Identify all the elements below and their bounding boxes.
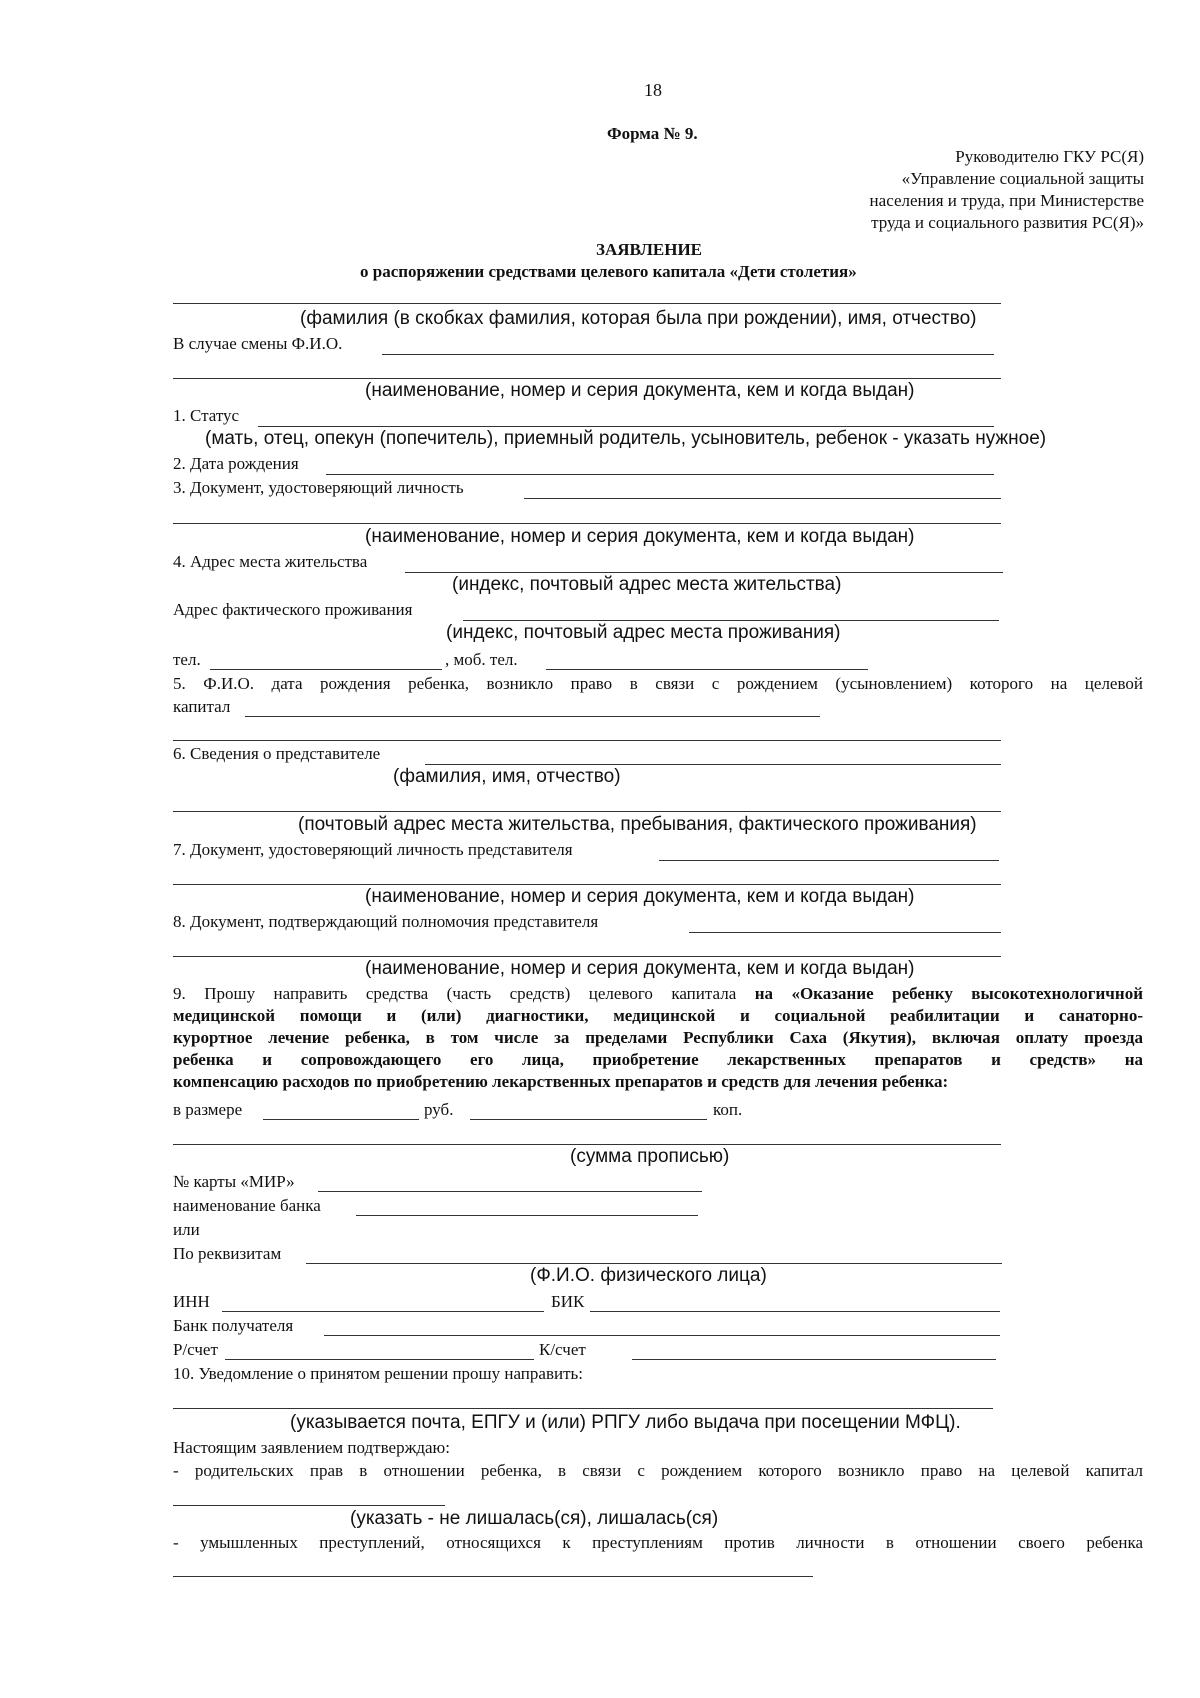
rep-address-field-line[interactable] <box>173 811 1001 812</box>
status-label: 1. Статус <box>173 406 240 425</box>
request-line <box>173 983 1143 1005</box>
bik-label: БИК <box>551 1292 585 1311</box>
kopecks-field-line[interactable] <box>470 1119 707 1120</box>
fio-change-doc-field-line[interactable] <box>173 378 1001 379</box>
child-info-field-line[interactable] <box>245 716 820 717</box>
requisites-field-line[interactable] <box>306 1263 1002 1264</box>
parental-rights-text: - родительских прав в отношении ребенка, в связи с рождением которого возникло право на целевой капитал <box>173 1461 1143 1480</box>
rep-label: 6. Сведения о представителе <box>173 744 381 763</box>
inn-label: ИНН <box>173 1292 210 1311</box>
mir-card-label: № карты «МИР» <box>173 1172 295 1191</box>
page-number: 18 <box>644 80 662 100</box>
doc-caption: (наименование, номер и серия документа, кем и когда выдан) <box>365 380 915 401</box>
amount-words-field-line[interactable] <box>173 1144 1001 1145</box>
request-text: 9. Прошу направить средства (часть средств) целевого капитала <box>173 984 755 1003</box>
person-caption: (Ф.И.О. физического лица) <box>530 1265 767 1286</box>
actual-address-field-line[interactable] <box>463 620 999 621</box>
status-field-line[interactable] <box>258 426 994 427</box>
or-label: или <box>173 1220 200 1239</box>
id-doc-field-line-2[interactable] <box>173 523 1001 524</box>
document-title: ЗАЯВЛЕНИЕ <box>596 240 703 259</box>
doc-caption: (наименование, номер и серия документа, кем и когда выдан) <box>365 886 915 907</box>
status-caption: (мать, отец, опекун (попечитель), приемный родитель, усыновитель, ребенок - указать нужное) <box>205 428 1047 449</box>
address-label: 4. Адрес места жительства <box>173 552 368 571</box>
document-subtitle: о распоряжении средствами целевого капитала «Дети столетия» <box>360 262 857 281</box>
crimes-field-line[interactable] <box>173 1576 813 1577</box>
notify-field-line[interactable] <box>173 1408 993 1409</box>
fio-change-label: В случае смены Ф.И.О. <box>173 334 343 353</box>
addressee-line: населения и труда, при Министерстве <box>869 191 1144 210</box>
rep-authority-label: 8. Документ, подтверждающий полномочия представителя <box>173 912 599 931</box>
form-number: Форма № 9. <box>607 124 698 143</box>
notify-label: 10. Уведомление о принятом решении прошу направить: <box>173 1364 583 1383</box>
rep-caption: (фамилия, имя, отчество) <box>393 766 621 787</box>
addressee-line: труда и социального развития РС(Я)» <box>871 213 1144 232</box>
rub-label: руб. <box>424 1100 454 1119</box>
bank-name-label: наименование банка <box>173 1196 321 1215</box>
mobile-field-line[interactable] <box>546 669 868 670</box>
notify-caption: (указывается почта, ЕПГУ и (или) РПГУ либо выдача при посещении МФЦ). <box>290 1412 961 1433</box>
fio-field-line[interactable] <box>173 303 1001 304</box>
mir-card-field-line[interactable] <box>318 1191 702 1192</box>
fio-caption: (фамилия (в скобках фамилия, которая была при рождении), имя, отчество) <box>300 308 977 329</box>
doc-caption: (наименование, номер и серия документа, кем и когда выдан) <box>365 526 915 547</box>
actual-address-label: Адрес фактического проживания <box>173 600 413 619</box>
phone-label: тел. <box>173 650 201 669</box>
recipient-bank-field-line[interactable] <box>324 1335 1000 1336</box>
child-capital-label: капитал <box>173 697 231 716</box>
account-field-line[interactable] <box>225 1359 534 1360</box>
parental-rights-paragraph <box>173 1460 1143 1482</box>
addressee-line: Руководителю ГКУ РС(Я) <box>955 147 1144 166</box>
child-info-line: 5. Ф.И.О. дата рождения ребенка, возникло право в связи с рождением (усыновлением) которого на целевой <box>173 674 1143 693</box>
rep-doc-label: 7. Документ, удостоверяющий личность представителя <box>173 840 573 859</box>
bank-name-field-line[interactable] <box>356 1215 698 1216</box>
request-line: медицинской помощи и (или) диагностики, медицинской и социальной реабилитации и санаторно- <box>173 1006 1143 1025</box>
rep-field-line[interactable] <box>425 764 1001 765</box>
child-info-field-line-2[interactable] <box>173 740 1001 741</box>
crimes-text: - умышленных преступлений, относящихся к преступлениям против личности в отношении своего ребенка <box>173 1533 1143 1552</box>
confirm-label: Настоящим заявлением подтверждаю: <box>173 1438 450 1457</box>
rep-address-caption: (почтовый адрес места жительства, пребывания, фактического проживания) <box>298 814 977 835</box>
birth-date-field-line[interactable] <box>326 474 994 475</box>
bik-field-line[interactable] <box>590 1311 1000 1312</box>
corr-account-field-line[interactable] <box>632 1359 996 1360</box>
kop-label: коп. <box>713 1100 743 1119</box>
rubles-field-line[interactable] <box>263 1119 419 1120</box>
addressee-block <box>870 146 1144 234</box>
account-label: Р/счет <box>173 1340 218 1359</box>
rep-doc-field-line[interactable] <box>659 860 999 861</box>
rep-authority-field-line-2[interactable] <box>173 956 1001 957</box>
id-doc-field-line[interactable] <box>524 498 1001 499</box>
doc-caption: (наименование, номер и серия документа, кем и когда выдан) <box>365 958 915 979</box>
request-bold-text: на «Оказание ребенку высокотехнологичной <box>754 984 1143 1003</box>
parental-rights-field-line[interactable] <box>173 1505 445 1506</box>
request-line: компенсацию расходов по приобретению лекарственных препаратов и средств для лечения ребенка: <box>173 1072 949 1091</box>
inn-field-line[interactable] <box>222 1311 544 1312</box>
fio-change-field-line[interactable] <box>382 354 994 355</box>
child-info-paragraph <box>173 673 1143 695</box>
request-line: курортное лечение ребенка, в том числе за пределами Республики Саха (Якутия), включая оплату проезда <box>173 1028 1143 1047</box>
address-field-line[interactable] <box>405 572 1003 573</box>
requisites-label: По реквизитам <box>173 1244 282 1263</box>
amount-label: в размере <box>173 1100 243 1119</box>
parental-caption: (указать - не лишалась(ся), лишалась(ся) <box>350 1508 719 1529</box>
actual-address-caption: (индекс, почтовый адрес места проживания) <box>446 622 841 643</box>
crimes-paragraph <box>173 1532 1143 1554</box>
address-caption: (индекс, почтовый адрес места жительства) <box>452 574 842 595</box>
phone-field-line[interactable] <box>210 669 442 670</box>
birth-date-label: 2. Дата рождения <box>173 454 299 473</box>
rep-authority-field-line[interactable] <box>689 932 1001 933</box>
id-doc-label: 3. Документ, удостоверяющий личность <box>173 478 464 497</box>
amount-caption: (сумма прописью) <box>570 1146 730 1167</box>
request-paragraph <box>173 983 1143 1093</box>
rep-doc-field-line-2[interactable] <box>173 884 1001 885</box>
mobile-label: , моб. тел. <box>445 650 518 669</box>
recipient-bank-label: Банк получателя <box>173 1316 294 1335</box>
addressee-line: «Управление социальной защиты <box>901 169 1144 188</box>
request-line: ребенка и сопровождающего его лица, приобретение лекарственных препаратов и средств» на <box>173 1050 1143 1069</box>
corr-account-label: К/счет <box>539 1340 586 1359</box>
